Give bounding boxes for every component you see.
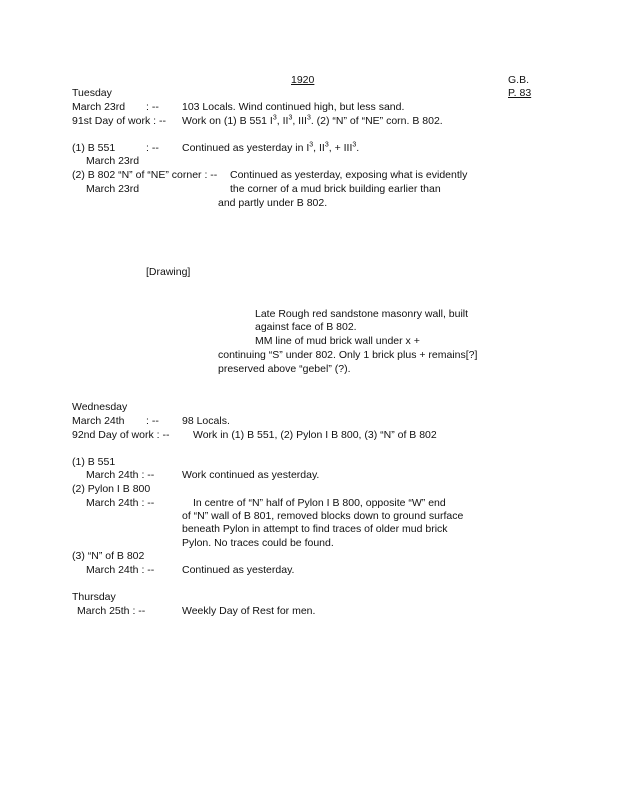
wednesday-entry3-label: (3) “N” of B 802 <box>72 550 145 562</box>
thursday-heading: Thursday <box>72 591 116 603</box>
tuesday-date-sep: : -- <box>146 101 159 113</box>
tuesday-work-day: 91st Day of work : -- <box>72 115 166 127</box>
wednesday-entry2-text1: In centre of “N” half of Pylon I B 800, opposite “W” end <box>193 497 446 509</box>
tuesday-entry1-text: Continued as yesterday in $I^3$, $II^3$, + $III^3$. <box>182 141 360 154</box>
wednesday-entry1-label: (1) B 551 <box>72 456 116 468</box>
tuesday-entry1-date: March 23rd <box>86 155 140 167</box>
tuesday-heading: Tuesday <box>72 87 112 99</box>
thursday-date: March 25th : -- <box>77 605 146 617</box>
reference-code: G.B. <box>508 74 530 86</box>
wednesday-entry3-text: Continued as yesterday. <box>182 564 295 576</box>
drawing-caption-line3: MM line of mud brick wall under x + <box>255 335 420 347</box>
wednesday-work-day: 92nd Day of work : -- <box>72 429 170 441</box>
drawing-caption-line5: preserved above “gebel” (?). <box>218 363 351 375</box>
tuesday-entry2-text3: and partly under B 802. <box>218 197 328 209</box>
wednesday-entry2-text3: beneath Pylon in attempt to find traces of older mud brick <box>182 523 448 535</box>
thursday-text: Weekly Day of Rest for men. <box>182 605 316 617</box>
wednesday-entry2-label: (2) Pylon I B 800 <box>72 483 151 495</box>
tuesday-work-text: Work on (1) B 551 $I^3$, $II^3$, III$^3$. (2) “N” of “NE” corn. B 802. <box>182 114 443 127</box>
page-number: P. 83 <box>508 87 532 99</box>
page-year: 1920 <box>291 74 315 86</box>
tuesday-entry2-label: (2) B 802 “N” of “NE” corner : -- <box>72 169 218 181</box>
tuesday-summary: 103 Locals. Wind continued high, but less sand. <box>182 101 405 113</box>
tuesday-entry2-text1: Continued as yesterday, exposing what is evidently <box>230 169 468 181</box>
tuesday-date: March 23rd <box>72 101 126 113</box>
drawing-caption-line1: Late Rough red sandstone masonry wall, built <box>255 308 469 320</box>
drawing-caption-line4: continuing “S” under 802. Only 1 brick plus + remains[?] <box>218 349 478 361</box>
tuesday-entry1-sep: : -- <box>146 142 159 154</box>
tuesday-entry1-label: (1) B 551 <box>72 142 116 154</box>
wednesday-date: March 24th <box>72 415 125 427</box>
wednesday-entry2-text4: Pylon. No traces could be found. <box>182 537 334 549</box>
wednesday-date-sep: : -- <box>146 415 159 427</box>
drawing-caption-line2: against face of B 802. <box>255 321 357 333</box>
drawing-placeholder: [Drawing] <box>146 266 191 278</box>
wednesday-heading: Wednesday <box>72 401 128 413</box>
wednesday-entry2-date: March 24th : -- <box>86 497 155 509</box>
wednesday-work-text: Work in (1) B 551, (2) Pylon I B 800, (3) “N” of B 802 <box>193 429 437 441</box>
wednesday-entry1-date: March 24th : -- <box>86 469 155 481</box>
wednesday-entry2-text2: of “N” wall of B 801, removed blocks down to ground surface <box>182 510 464 522</box>
wednesday-entry1-text: Work continued as yesterday. <box>182 469 320 481</box>
wednesday-summary: 98 Locals. <box>182 415 230 427</box>
wednesday-entry3-date: March 24th : -- <box>86 564 155 576</box>
tuesday-entry2-date: March 23rd <box>86 183 140 195</box>
tuesday-entry2-text2: the corner of a mud brick building earlier than <box>230 183 441 195</box>
